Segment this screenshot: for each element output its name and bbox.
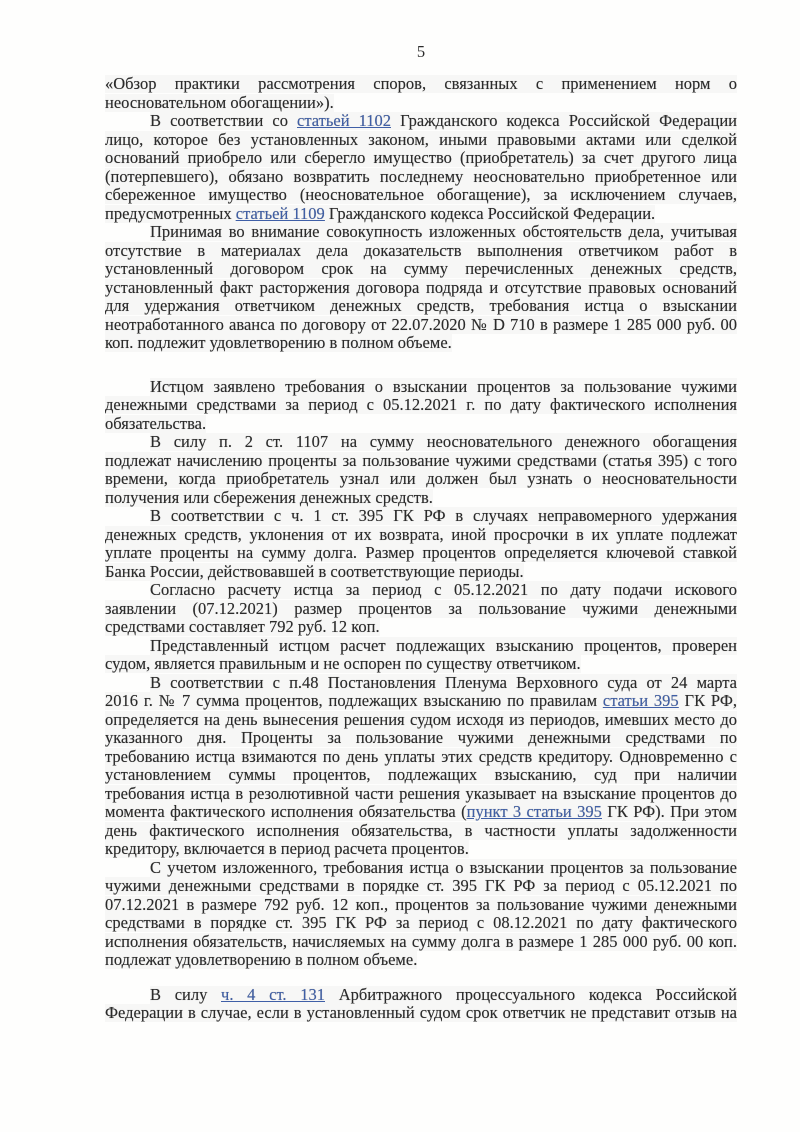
text-line	[105, 452, 737, 471]
text-run: Истцом заявлено требования о взыскании процентов за пользование чужими	[150, 377, 737, 396]
text-line	[105, 205, 737, 224]
text-line	[105, 260, 737, 279]
text-run: оснований приобрело или сберегло имущество (приобретатель) за счет другого лица	[105, 149, 737, 167]
text-run: кредитору, включается в период расчета процентов.	[105, 840, 469, 858]
text-run: обязательства.	[105, 414, 207, 433]
text-line	[105, 655, 737, 674]
text-run: Федерации в случае, если в установленный судом срок ответчик не представит отзыв на	[105, 1004, 737, 1022]
text-line	[105, 94, 737, 113]
text-run: отсутствие в материалах дела доказательств выполнения ответчиком работ в	[105, 241, 737, 260]
paragraph	[105, 859, 737, 970]
text-line	[105, 334, 737, 353]
text-line	[105, 618, 737, 637]
paragraph	[105, 637, 737, 674]
paragraph	[105, 433, 737, 507]
text-run: С учетом изложенного, требования истца о взыскании процентов за пользование	[150, 858, 737, 877]
text-line	[105, 415, 737, 434]
text-line	[105, 168, 737, 187]
text-line	[105, 75, 737, 94]
text-line	[105, 297, 737, 316]
paragraph-spacer	[105, 353, 737, 378]
text-run: подлежат удовлетворению в полном объеме.	[105, 951, 418, 969]
paragraph	[105, 581, 737, 637]
law-reference-link[interactable]: статьи 395	[602, 692, 679, 710]
text-run: Банка России, действовавшей в соответствующие периоды.	[105, 562, 524, 581]
text-line	[105, 378, 737, 397]
text-run: Согласно расчету истца за период с 05.12.2021 по дату подачи искового	[150, 581, 737, 599]
text-line	[105, 149, 737, 168]
text-run: требования истца в резолютивной части решения указывает на взыскание процентов до	[105, 784, 737, 803]
text-line	[105, 489, 737, 508]
text-run: подлежат начислению проценты за пользование чужими средствами (статья 395) с того	[105, 451, 737, 470]
text-line	[105, 563, 737, 582]
law-reference-link[interactable]: пункт 3 статьи 395	[466, 803, 602, 821]
paragraph-spacer	[105, 970, 737, 986]
text-line	[105, 581, 737, 600]
text-line	[105, 112, 737, 131]
document-body	[105, 75, 737, 1023]
text-run: указанного дня. Проценты за пользование чужими денежными средствами по	[105, 729, 737, 747]
page-number: 5	[416, 42, 426, 61]
text-run: В соответствии с ч. 1 ст. 395 ГК РФ в случаях неправомерного удержания	[150, 507, 737, 525]
text-line	[105, 674, 737, 693]
text-run: день фактического исполнения обязательства, в частности уплаты задолженности	[105, 821, 737, 840]
text-line	[105, 711, 737, 730]
text-line	[105, 470, 737, 489]
text-line	[105, 507, 737, 526]
text-run: лицо, которое без установленных законом, иными правовыми актами или сделкой	[105, 130, 737, 149]
text-line	[105, 279, 737, 298]
text-line	[105, 748, 737, 767]
text-run: определяется на день вынесения решения судом исходя из периодов, имевших место до	[105, 710, 737, 729]
text-run: неотработанного аванса по договору от 22.07.2020 № D 710 в размере 1 285 000 руб. 00	[105, 315, 737, 334]
text-run: коп. подлежит удовлетворению в полном объеме.	[105, 334, 452, 352]
text-run: ГК РФ,	[678, 692, 737, 710]
text-line	[105, 1004, 737, 1023]
text-line	[105, 396, 737, 415]
text-run: средствами составляет 792 руб. 12 коп.	[105, 618, 380, 636]
text-run: получения или сбережения денежных средств.	[105, 488, 433, 507]
text-run: В соответствии со	[150, 112, 298, 130]
paragraph	[105, 378, 737, 434]
text-line	[105, 316, 737, 335]
text-run: денежных средств, уклонения от их возврата, иной просрочки в их уплате подлежат	[105, 525, 737, 544]
text-run: требованию истца взимаются по день уплаты этих средств кредитору. Одновременно с	[105, 747, 737, 766]
paragraph	[105, 75, 737, 112]
text-line	[105, 766, 737, 785]
text-run: заявлении (07.12.2021) размер процентов за пользование чужими денежными	[105, 599, 737, 618]
text-run: В соответствии с п.48 Постановления Пленума Верховного суда от 24 марта	[150, 673, 737, 692]
text-run: Принимая во внимание совокупность изложенных обстоятельств дела, учитывая	[150, 223, 737, 241]
text-line	[105, 433, 737, 452]
text-run: предусмотренных	[105, 204, 236, 223]
text-line	[105, 933, 737, 952]
text-run: В силу	[150, 985, 222, 1004]
paragraph	[105, 986, 737, 1023]
text-line	[105, 729, 737, 748]
text-line	[105, 951, 737, 970]
text-run: уплате проценты на сумму долга. Размер процентов определяется ключевой ставкой	[105, 544, 737, 562]
text-run: Арбитражного процессуального кодекса Российской	[325, 985, 737, 1004]
text-run: сбереженное имущество (неосновательное обогащение), за исключением случаев,	[105, 186, 737, 204]
law-reference-link[interactable]: статьей 1109	[235, 204, 325, 223]
text-run: неосновательном обогащении»).	[105, 93, 334, 112]
text-line	[105, 914, 737, 933]
text-line	[105, 600, 737, 619]
text-run: «Обзор практики рассмотрения споров, связанных с применением норм о	[105, 75, 737, 93]
text-line	[105, 986, 737, 1005]
text-run: времени, когда приобретатель узнал или должен был узнать о неосновательности	[105, 470, 737, 488]
text-run: для удержания ответчиком денежных средств, требования истца о взыскании	[105, 297, 737, 315]
text-line	[105, 859, 737, 878]
paragraph	[105, 507, 737, 581]
text-run: исполнения обязательств, начисляемых на сумму долга в размере 1 285 000 руб. 00 коп.	[105, 932, 737, 951]
text-line	[105, 822, 737, 841]
law-reference-link[interactable]: статьей 1102	[297, 112, 391, 130]
text-run: Представленный истцом расчет подлежащих взысканию процентов, проверен	[150, 636, 737, 655]
text-run: чужими денежными средствами в порядке ст. 395 ГК РФ за период с 05.12.2021 по	[105, 877, 737, 895]
paragraph	[105, 674, 737, 859]
text-run: установлением суммы процентов, подлежащих взысканию, суд при наличии	[105, 766, 737, 784]
text-line	[105, 896, 737, 915]
text-line	[105, 242, 737, 261]
text-line	[105, 637, 737, 656]
text-line	[105, 785, 737, 804]
text-line	[105, 544, 737, 563]
text-line	[105, 692, 737, 711]
text-run: В силу п. 2 ст. 1107 на сумму неосновательного денежного обогащения	[150, 433, 737, 451]
text-run: установленный факт расторжения договора подряда и отсутствие правовых оснований	[105, 278, 737, 297]
paragraph	[105, 223, 737, 353]
text-run: Гражданского кодекса Российской Федерации.	[324, 204, 656, 223]
law-reference-link[interactable]: ч. 4 ст. 131	[221, 985, 325, 1004]
text-run: средствами в порядке ст. 395 ГК РФ за период с 08.12.2021 по дату фактического	[105, 914, 737, 932]
text-run: Гражданского кодекса Российской Федерации	[391, 112, 737, 130]
text-run: денежными средствами за период с 05.12.2021 г. по дату фактического исполнения	[105, 396, 737, 414]
text-line	[105, 803, 737, 822]
text-run: ГК РФ). При этом	[601, 803, 737, 821]
text-line	[105, 131, 737, 150]
text-run: судом, является правильным и не оспорен по существу ответчиком.	[105, 655, 581, 673]
text-run: 2016 г. № 7 сумма процентов, подлежащих взысканию по правилам	[105, 692, 603, 710]
text-line	[105, 526, 737, 545]
text-run: (потерпевшего), обязано возвратить последнему неосновательно приобретенное или	[105, 167, 737, 186]
text-line	[105, 186, 737, 205]
text-line	[105, 877, 737, 896]
text-run: момента фактического исполнения обязательства (	[105, 803, 467, 821]
paragraph	[105, 112, 737, 223]
text-run: 07.12.2021 в размере 792 руб. 12 коп., процентов за пользование чужими денежными	[105, 895, 737, 914]
text-run: установленный договором срок на сумму перечисленных денежных средств,	[105, 260, 737, 278]
text-line	[105, 223, 737, 242]
text-line	[105, 840, 737, 859]
